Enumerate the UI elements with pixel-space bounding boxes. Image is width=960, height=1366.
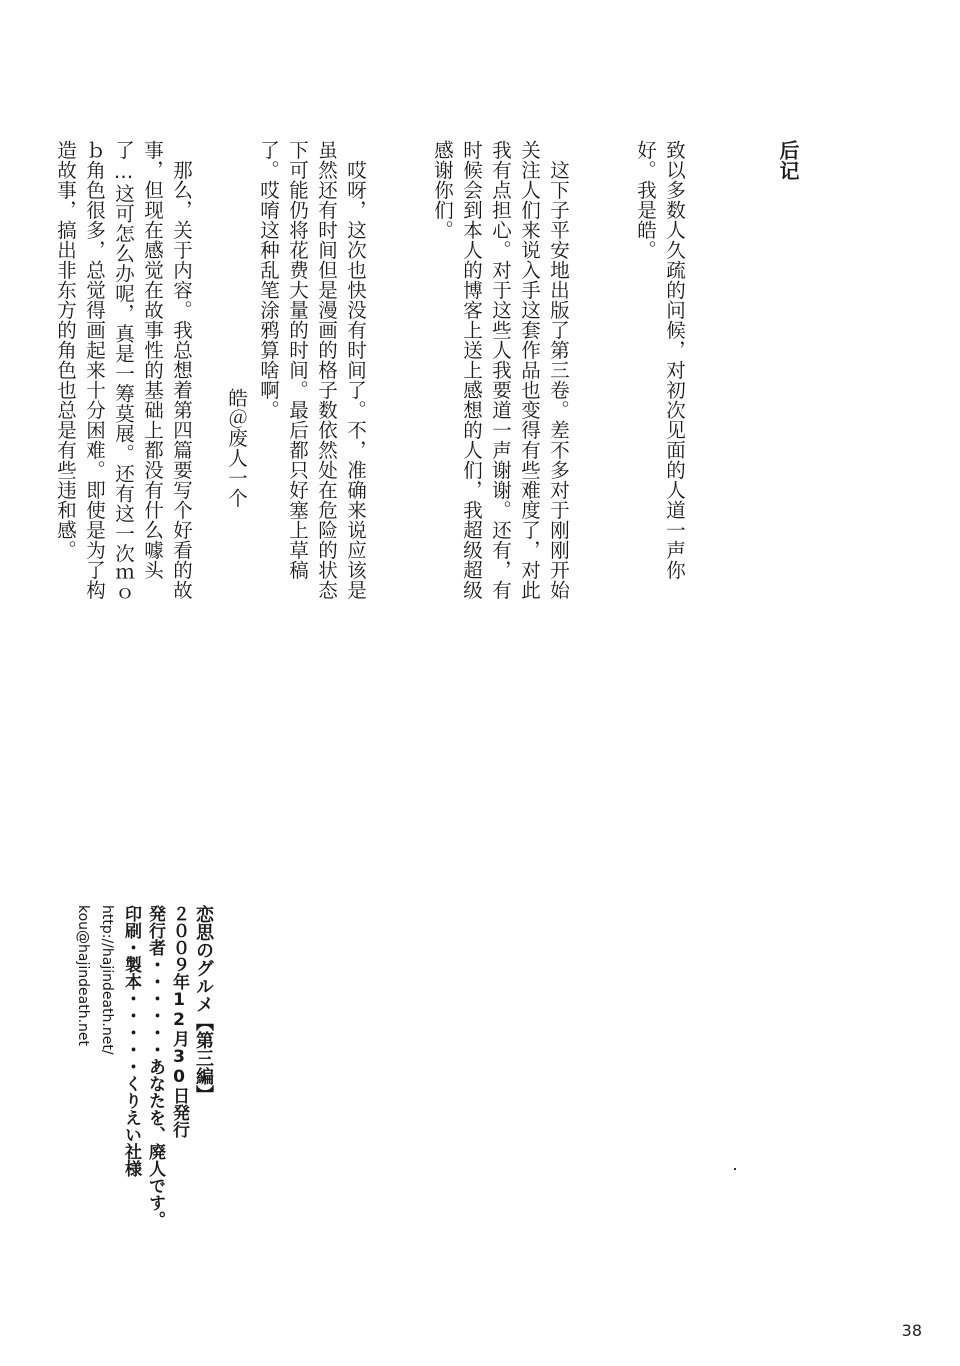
colophon-publisher: 発行者・・・・・・あなたを、廃人です。 <box>145 905 165 1228</box>
colophon <box>71 905 215 1235</box>
afterword-section <box>0 140 860 610</box>
afterword-paragraph-2-text: 这下子平安地出版了第三卷。差不多对于刚刚开始关注人们来说入手这套作品也变得有些难度了，对此我有点担心。对于这些人我要道一声谢谢。还有，有时候会到本人的博客上送上感想的人们，我超级超级感谢你们。 <box>431 140 570 600</box>
afterword-paragraph-1: 致以多数人久疏的问候，对初次见面的人道一声你好。我是皓。 <box>634 140 686 580</box>
colophon-date: ２００９年12月30日発行 <box>169 905 189 1138</box>
colophon-email: kou@hajindeath.net <box>75 905 91 1047</box>
author-signature: 皓＠废人一个 <box>225 388 248 508</box>
afterword-paragraph-4-text: 那么，关于内容。我总想着第四篇要写个好看的故事，但现在感觉在故事性的基础上都没有什么噱头了…这可怎么办呢，真是一筹莫展。还有这一次ｍｏｂ角色很多，总觉得画起来十分困难。即使是为了构造故事，搞出非东方的角色也总是有些违和感。 <box>54 140 193 604</box>
afterword-paragraph-3-text: 哎呀，这次也快没有时间了。不，准确来说应该是虽然还有时间但是漫画的格子数依然处在危险的状态下可能仍将花费大量的时间。最后都只好塞上草稿了。哎唷这种乱笔涂鸦算啥啊。 <box>257 140 367 600</box>
afterword-paragraph-4 <box>51 140 196 610</box>
afterword-title: 后记 <box>776 140 800 181</box>
colophon-printer: 印刷・製本・・・・・くりえい社様 <box>121 905 141 1177</box>
page-number: 38 <box>901 1321 922 1340</box>
colophon-url: http://hajindeath.net/ <box>99 905 115 1055</box>
afterword-paragraph-3 <box>254 140 370 610</box>
colophon-title: 恋思のグルメ【第三編】 <box>193 905 214 1103</box>
stray-mark <box>734 1168 736 1170</box>
afterword-paragraph-2 <box>428 140 573 610</box>
